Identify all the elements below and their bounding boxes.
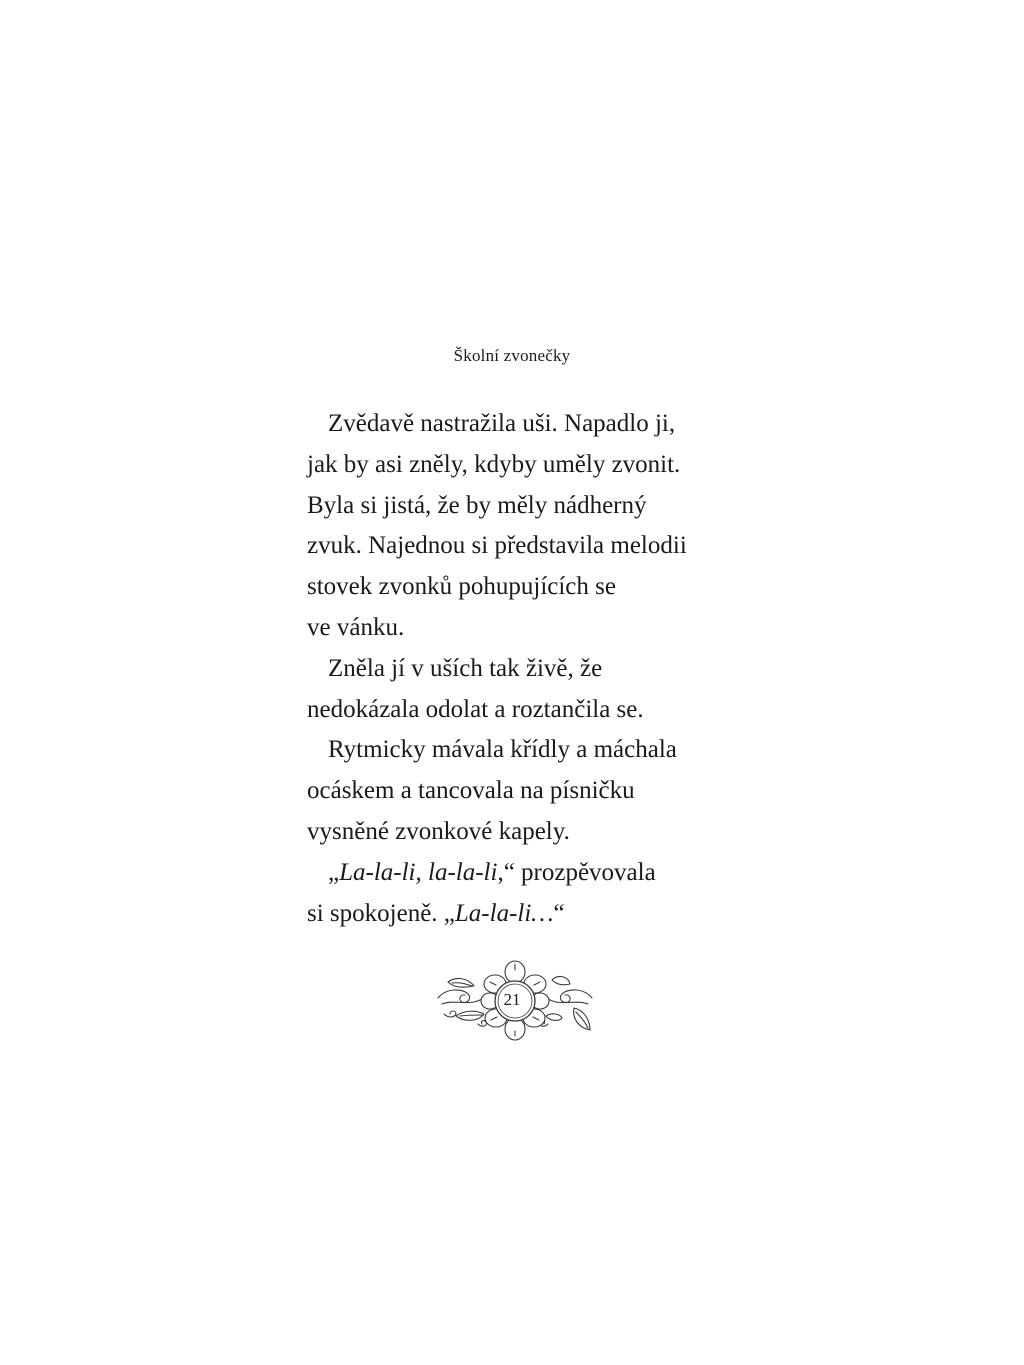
- text-line: vysněné zvonkové kapely.: [307, 817, 570, 845]
- open-quote: „: [328, 858, 340, 886]
- text-line: [307, 853, 727, 894]
- text-line: jak by asi zněly, kdyby uměly zvonit.: [307, 450, 681, 478]
- song-lyric: La-la-li, la-la-li: [339, 858, 498, 886]
- song-lyric: La-la-li…: [454, 899, 554, 927]
- page-number: 21: [503, 990, 521, 1009]
- text-line: zvuk. Najednou si představila melodii: [307, 532, 687, 560]
- text-fragment: si spokojeně. „: [307, 899, 455, 927]
- text-line: [307, 894, 727, 935]
- close-quote: “: [553, 899, 565, 927]
- text-line: Zvědavě nastražila uši. Napadlo ji,: [328, 410, 676, 437]
- body-text: [307, 404, 727, 934]
- text-fragment: ,“ prozpěvovala: [497, 858, 656, 886]
- running-head: Školní zvonečky: [453, 346, 571, 365]
- text-line: nedokázala odolat a roztančila se.: [307, 695, 644, 723]
- text-line: ve vánku.: [307, 613, 405, 641]
- text-line: ocáskem a tancovala na písničku: [307, 777, 635, 805]
- text-line: Zněla jí v uších tak živě, že: [328, 654, 603, 682]
- text-line: Rytmicky mávala křídly a máchala: [328, 736, 677, 764]
- text-line: stovek zvonků pohupujících se: [307, 573, 616, 601]
- text-line: Byla si jistá, že by měly nádherný: [307, 491, 647, 519]
